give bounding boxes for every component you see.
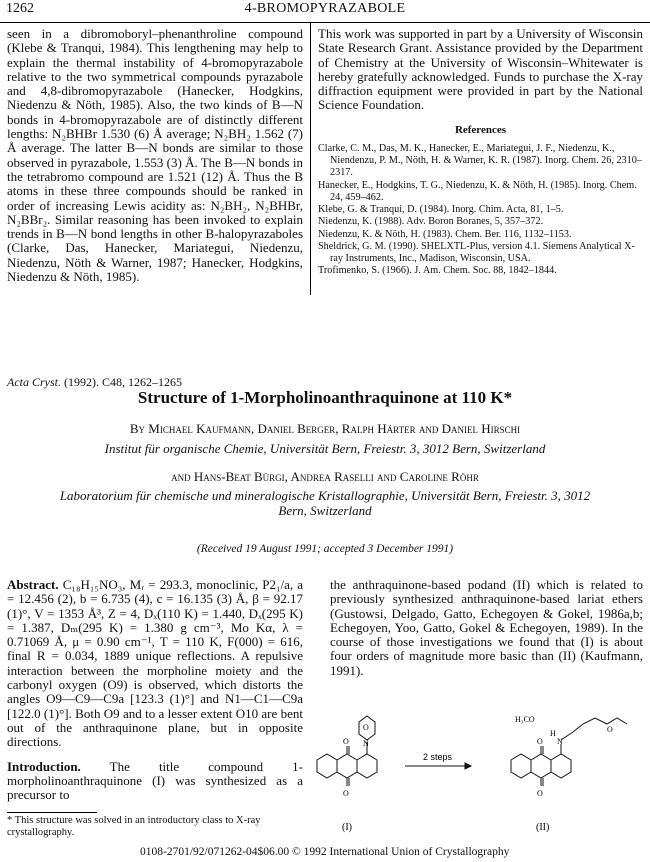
acknowledgement: This work was supported in part by a University of Wisconsin State Research Grant. Assistance provided by the Department of Chemistry at the University of Wisconsin–Whitewater is hereby gratefully acknowledged. Funds to purchase the X-ray diffraction equipment were provided in part by the National Science Foundation. xyxy=(318,26,643,113)
introduction-label: Introduction. xyxy=(7,758,81,774)
abstract-text: C₁₈H₁₅NO₃, Mᵣ = 293.3, monoclinic, P2₁/a, a = 12.456 (2), b = 6.735 (4), c = 16.135 (3) Å, β = 92.17 (1)°, V = 1353 Å³, Z = 4, Dₓ(110 K) = 1.440, Dₓ(295 K) = 1.387, Dₘ(295 K) = 1.380 g cm⁻³, Mo Kα, λ = 0.71069 Å, μ = 0.90 cm⁻¹, T = 110 K, F(000) = 616, final R = 0.034, 1889 unique reflections. A repulsive interaction between the morpholine moiety and the carbonyl oxygen (O9) is observed, which distorts the angles O9—C9—C9a [123.3 (1)°] and N1—C1—C9a [122.0 (1)°]. Both O9 and to a lesser extent O10 are bent out of the anthraquinone plane, but in opposite directions. xyxy=(7,577,303,750)
reference-item: Niedenzu, K. & Nöth, H. (1983). Chem. Ber. 116, 1132–1153. xyxy=(318,228,572,240)
reference-item: Clarke, C. M., Das, M. K., Hanecker, E., Mariategui, J. F., Niedenzu, K., Niendenzu, P. M., Nöth, H. & Warner, K. R. (1987). Inorg. Chem. 26, 2310–2317. xyxy=(318,143,642,179)
amine-nitrogen: N xyxy=(557,737,563,746)
carbonyl-oxygen-10-II: O xyxy=(537,789,543,798)
institution-2: Laboratorium für chemische und mineralogische Kristallographie, Universität Bern, Freiestr. 3, 3012 Bern, Switzerland xyxy=(59,488,591,518)
article-title: Structure of 1-Morpholinoanthraquinone at 110 K* xyxy=(137,388,513,407)
right-body-column xyxy=(330,578,643,678)
prev-body-text: seen in a dibromoboryl–phenanthroline compound (Klebe & Tranqui, 1984). This lengthening may help to explain the thermal instability of 4-bromopyrazabole relative to the two symmetrical compounds pyrazabole and 4,8-dibromopyrazabole (Hanecker, Hodgkins, Niedenzu & Nöth, 1985). Also, the two kinds of B—N bonds in 4-bromopyrazabole are of distinctly different lengths: N₂BHBr 1.530 (6) Å average; N₂BH₂ 1.562 (7) Å average. The latter B—N bonds are similar to those observed in pyrazabole, 1.553 (3) Å. The B—N bonds in the tetrabromo compound are 1.521 (12) Å. Thus the B atoms in these three compounds should be ranked in order of increasing Lewis acidity as: N₂BH₂, N₂BHBr, N₂BBr₂. Similar reasoning has been invoked to explain trends in B—N bond lengths in other B-halopyrazaboles (Clarke, Das, Hanecker, Mariategui, Niedenzu, Niedenzu, Nöth & Warner, 1987; Hanecker, Hodgkins, Niedenzu & Nöth, 1985). xyxy=(7,26,303,285)
anthraquinone-I xyxy=(317,742,377,786)
anthraquinone-II xyxy=(511,744,571,786)
arrow-label: 2 steps xyxy=(423,752,453,762)
running-title: 4-BROMOPYRAZABOLE xyxy=(244,1,406,16)
amine-hydrogen: H xyxy=(550,729,556,738)
column-divider xyxy=(310,23,311,295)
prev-article-left-column xyxy=(7,27,303,284)
carbonyl-oxygen-9-II: O xyxy=(537,737,543,746)
morpholine-nitrogen: N xyxy=(363,739,369,748)
right-body-text: the anthraquinone-based podand (II) which is related to previously synthesized anthraquinone-based lariat ethers (Gustowsi, Delgado, Gatto, Echegoyen & Gokel, 1986a,b; Echegoyen, Yoo, Gatto, Gokel & Echegoyen, 1989). In the course of those investigations we found that (I) is about four orders of magnitude more basic than (II) (Kaufmann, 1991). xyxy=(330,577,643,678)
received-dates: (Received 19 August 1991; accepted 3 December 1991) xyxy=(196,543,454,555)
reaction-scheme xyxy=(315,712,645,834)
carbonyl-oxygen-10: O xyxy=(343,789,349,798)
running-header xyxy=(0,0,650,23)
compound-label-II: (II) xyxy=(536,822,550,833)
prev-article-right-column xyxy=(318,27,643,277)
reference-item: Sheldrick, G. M. (1990). SHELXTL-Plus, version 4.1. Siemens Analytical X-ray Instruments, Inc., Madison, Wisconsin, USA. xyxy=(318,240,635,264)
carbonyl-oxygen-9: O xyxy=(343,737,349,746)
morpholine-oxygen: O xyxy=(363,723,369,732)
introduction-paragraph xyxy=(7,760,303,803)
reference-item: Niedenzu, K. (1988). Adv. Boron Boranes, 5, 357–372. xyxy=(318,216,544,228)
footnote-rule xyxy=(7,812,97,813)
authors-line-2: and Hans-Beat Bürgi, Andrea Raselli and Caroline Röhr xyxy=(171,469,479,484)
authors-line-1: By Michael Kaufmann, Daniel Berger, Ralph Härter and Daniel Hirschi xyxy=(129,421,521,436)
page-number: 1262 xyxy=(6,1,34,16)
copyright-line: 0108-2701/92/071262-04$06.00 © 1992 International Union of Crystallography xyxy=(140,846,510,858)
abstract-paragraph xyxy=(7,578,303,750)
ether-oxygen: O xyxy=(607,725,613,734)
abstract-column xyxy=(7,578,303,802)
compound-label-I: (I) xyxy=(342,822,352,833)
reference-item: Hanecker, E., Hodgkins, T. G., Niedenzu, K. & Nöth, H. (1985). Inorg. Chem. 24, 459–462. xyxy=(318,179,637,203)
journal-name: Acta Cryst. xyxy=(7,375,61,389)
institution-1: Institut für organische Chemie, Universität Bern, Freiestr. 3, 3012 Bern, Switzerland xyxy=(104,441,546,456)
introduction-text: The title compound 1-morpholinoanthraquinone (I) was synthesized as a precursor to xyxy=(7,758,304,803)
reference-item: Trofimenko, S. (1966). J. Am. Chem. Soc. 88, 1842–1844. xyxy=(318,265,557,277)
references-heading: References xyxy=(454,123,507,136)
footnote: * This structure was solved in an introductory class to X-ray crystallography. xyxy=(7,815,261,838)
abstract-label: Abstract. xyxy=(7,577,59,592)
methoxy-label: H₃CO xyxy=(515,715,535,724)
podand-chain xyxy=(561,718,627,740)
reference-item: Klebe, G. & Tranqui, D. (1984). Inorg. Chim. Acta, 81, 1–5. xyxy=(318,204,564,216)
citation-details: (1992). C48, 1262–1265 xyxy=(64,375,182,389)
